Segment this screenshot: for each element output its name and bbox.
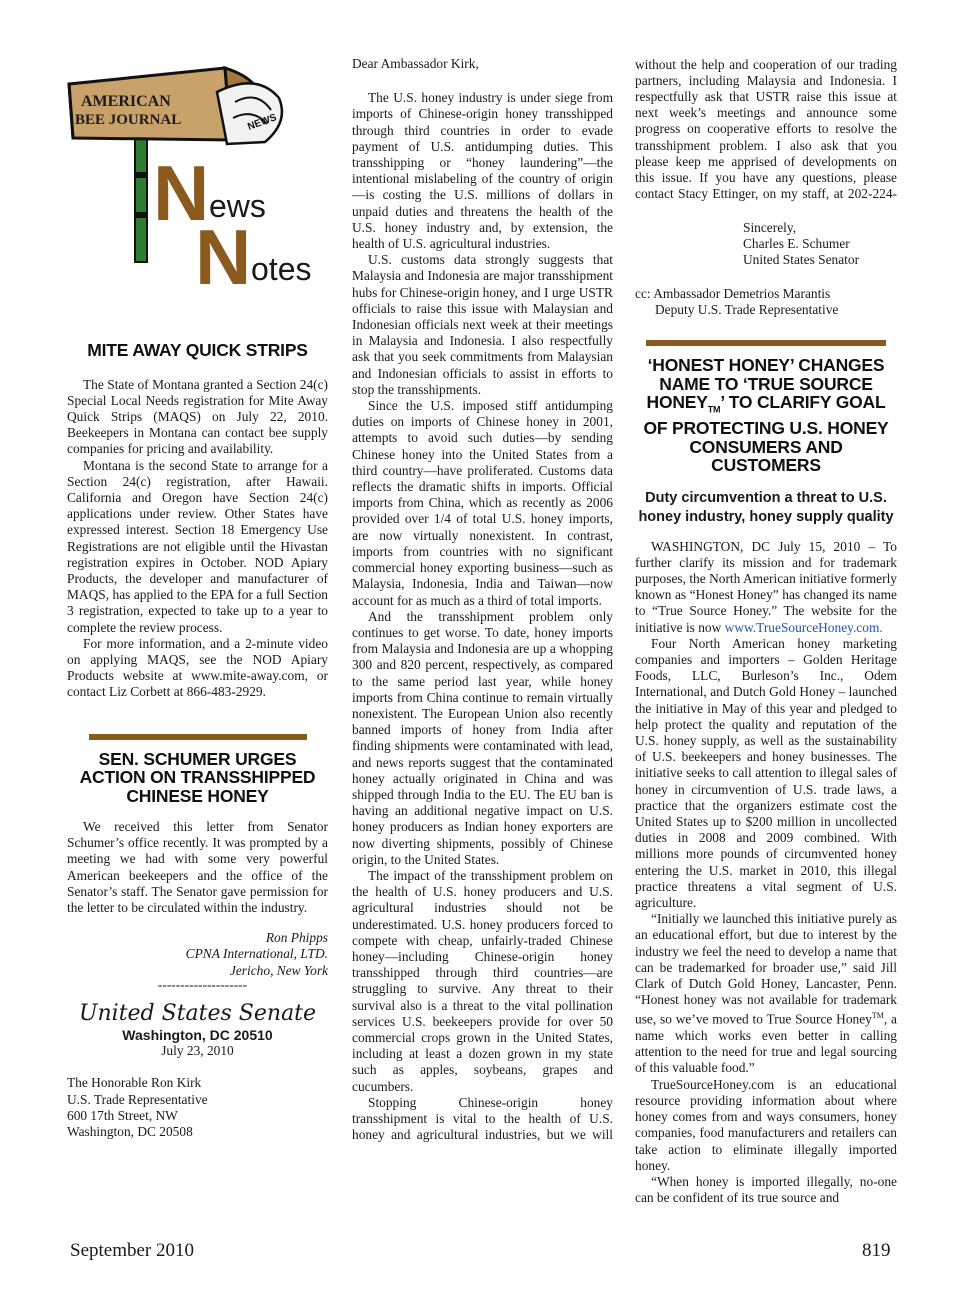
honest-honey-title [635,356,897,475]
page-number: 819 [862,1240,891,1261]
newspaper-label: NEWS [246,112,279,133]
address-line-4: Washington, DC 20508 [67,1123,193,1139]
honest-title-b: ’ TO CLARIFY GOAL OF PROTECTING U.S. HONEY CONSUMERS AND CUSTOMERS [643,392,889,476]
signature-name: Ron Phipps [265,930,328,946]
notes-rest: otes [251,251,312,287]
honest-p3a: “Initially we launched this initiative purely as an educational effort, but due to interest by the industry we feel the need to develop a name that can be trademarked for broader use,” said Jill Clark of Dutch Gold Honey, Lancaster, Penn. “Honest honey was not available for trademark use, so we’ve moved to True Source Honey [635,911,897,1027]
letter-paragraph-2: U.S. customs data strongly suggests that Malaysia and Indonesia are major transshipment hubs for Chinese-origin honey, and I urge USTR officials to raise this issue with Malaysian and Indonesian officials next week at their meetings in Malaysia and Indonesia. I also respectfully ask that you seek commitments from Malaysian and Indonesian officials to assist in efforts to stop the transshipments. [352,252,613,397]
address-line-1: The Honorable Ron Kirk [67,1075,202,1091]
letter-paragraph-4: And the transshipment problem only continues to get worse. To date, honey imports from Malaysia and Indonesia are up a whopping 300 and 820 percent, respectively, as compared to the same period last year, while honey imports from China continue to remain virtually nonexistent. The European Union also recently banned imports of honey from India after finding shipments were contaminated with lead, and news reports suggest that the contaminated honey actually originated in China and was shipped through India to the EU. The EU ban is having an additional negative impact on U.S. honey producers as Indian honey exporters are now diverting shipments, possibly of Chinese origin, to the United States. [352,608,613,867]
honest-paragraph-3 [635,911,897,1077]
letterhead: United States Senate [78,1000,317,1026]
brand-line-2: BEE JOURNAL [75,112,182,128]
news-big-letter: N [153,149,210,237]
letter-paragraph-6-overflow: without the help and cooperation of our trading partners, including Malaysia and Indonesia. I respectfully ask that USTR raise this issue at next week’s meetings and announce some progress on cooperative efforts to resolve the transshipment problem. I also ask that you please keep me apprised of developments on this issue. If you have any questions, please contact Stacy Ettinger, on my staff, at 202-224- [635,56,897,202]
signature-place: Jericho, New York [229,962,328,978]
mite-paragraph-1: The State of Montana granted a Section 24(c) Special Local Needs registration for Mite Away Quick Strips (MAQS) on July 22, 2010. Beekeepers in Montana can contact bee supply companies for pricing and availability. [67,376,328,457]
honest-paragraph-5: “When honey is imported illegally, no-one can be confident of its true source and [635,1173,897,1206]
brand-line-1: AMERICAN [81,93,171,110]
honest-paragraph-1 [635,539,897,636]
honest-subtitle: Duty circumvention a threat to U.S. honey industry, honey supply quality [638,489,894,525]
address-line-2: U.S. Trade Representative [67,1091,208,1107]
trademark-sub: TM [707,404,721,415]
honest-title-a: ‘HONEST HONEY’ CHANGES NAME TO ‘TRUE SOURCE HONEY [646,355,885,413]
trademark-sup: TM [871,1011,884,1021]
honest-paragraph-4: TrueSourceHoney.com is an educational resource providing information about where honey comes from and ways consumers, honey companies, food manufacturers and retailers can take action to eliminate illegally imported honey. [635,1076,897,1173]
letter-signer: Charles E. Schumer [743,236,850,252]
column-middle [352,56,613,1143]
honest-p3b: , a name which works even better in calling attention to the need for true and legal sourcing of this valuable food.” [635,1011,898,1076]
letter-paragraph-6: Stopping Chinese-origin honey transshipment is vital to the health of U.S. honey and agricultural industries, but we will [352,1094,613,1143]
letter-signer-title: United States Senator [743,252,860,268]
letter-closing: Sincerely, [743,220,797,235]
divider-dashes: -------------------- [157,976,248,992]
column-right [635,56,897,1206]
notes-big-letter: N [195,213,252,294]
honest-p1-text: WASHINGTON, DC July 15, 2010 – To further clarify its mission and for trademark purposes, the North American initiative formerly known as “Honest Honey” has changed its name to “True Source Honey.” The website for the initiative is now [635,538,897,635]
mite-paragraph-2: Montana is the second State to arrange for a Section 24(c) registration, after Hawaii. California and Oregon have Section 24(c) applications under review. Other States have expressed interest. Section 18 Emergency Use Registrations are not eligible until the Hivastan registration expires in October. NOD Apiary Products, the developer and manufacturer of MAQS, has applied to the EPA for a full Section 3 registration, expected to take up to a year to complete the review process. [67,457,328,635]
cc-line-1: cc: Ambassador Demetrios Marantis [635,285,831,301]
letter-paragraph-3: Since the U.S. imposed stiff antidumping duties on imports of Chinese honey in 2001, attempts to avoid such duties—by sending Chinese honey into the United States from a third country—have proliferated. Customs data reflects the dramatic shifts in imports. Official imports from China, which as recently as 2006 provided over 1/4 of total U.S. honey imports, are now virtually nonexistent. In contrast, imports from countries with no significant commercial honey exporting business—such as Malaysia, Indonesia, India and Taiwan—now account for as much as a third of total imports. [352,398,613,608]
letter-salutation: Dear Ambassador Kirk, [352,56,479,71]
mite-away-title: MITE AWAY QUICK STRIPS [87,340,308,360]
schumer-intro: We received this letter from Senator Schumer’s office recently. It was prompted by a meeting we had with some very powerful American beekeepers and the office of the Senator’s staff. The Senator gave permission for the letter to be circulated within the industry. [67,819,328,916]
honest-paragraph-2: Four North American honey marketing companies and importers – Golden Heritage Foods, LLC, Burleson’s Inc., Odem International, and Dutch Gold Honey – launched the initiative in May of this year and pledged to help protect the quality and reputation of the U.S. honey supply, as well as the sustainability of U.S. beekeepers and honey businesses. The initiative seeks to call attention to illegal sales of honey in circumvention of U.S. trade laws, a practice that the organizers estimate cost the United States up to $200 million in uncollected duties in 2008 and 2009 combined. With millions more pounds of circumvented honey entering the U.S. market in 2010, this illegal practice threatens a vital segment of U.S. agriculture. [635,635,897,910]
letter-date: July 23, 2010 [161,1043,234,1059]
letter-paragraph-5: The impact of the transshipment problem on the health of U.S. honey producers and U.S. agricultural industries should not be underestimated. U.S. honey producers forced to compete with cheap, unfairly-traded Chinese honey—including Chinese-origin honey transshipped through third countries—are struggling to survive. Any threat to their survival also is a threat to the vital pollination services U.S. beekeepers provide for over 50 commercial crops grown in the United States, including at least a dozen grown in my state such as apples, soybeans, grapes and cucumbers. [352,867,613,1094]
news-rest: ews [209,188,266,224]
letter-paragraph-6-continued [635,56,897,202]
signature-org: CPNA International, LTD. [185,946,328,962]
column-left [67,56,328,1140]
letter-paragraph-1: The U.S. honey industry is under siege from imports of Chinese-origin honey transshipped through third countries in order to evade payment of U.S. antidumping duties. This transshipping or “honey laundering”—the intentional mislabeling of the country of origin—is costing the U.S. millions of dollars in unpaid duties and threatens the health of the U.S. honey industry and, by extension, the health of U.S. agricultural industries. [352,90,613,252]
address-line-3: 600 17th Street, NW [67,1107,178,1123]
issue-date: September 2010 [70,1240,195,1261]
schumer-title: SEN. SCHUMER URGES ACTION ON TRANSSHIPPED CHINESE HONEY [79,748,316,806]
letter-city: Washington, DC 20510 [122,1026,273,1043]
cc-line-2: Deputy U.S. Trade Representative [655,301,839,317]
true-source-link[interactable]: www.TrueSourceHoney.com. [724,619,883,635]
mite-paragraph-3: For more information, and a 2-minute video on applying MAQS, see the NOD Apiary Products website at www.mite-away.com, or contact Liz Corbett at 866-483-2929. [67,635,328,700]
